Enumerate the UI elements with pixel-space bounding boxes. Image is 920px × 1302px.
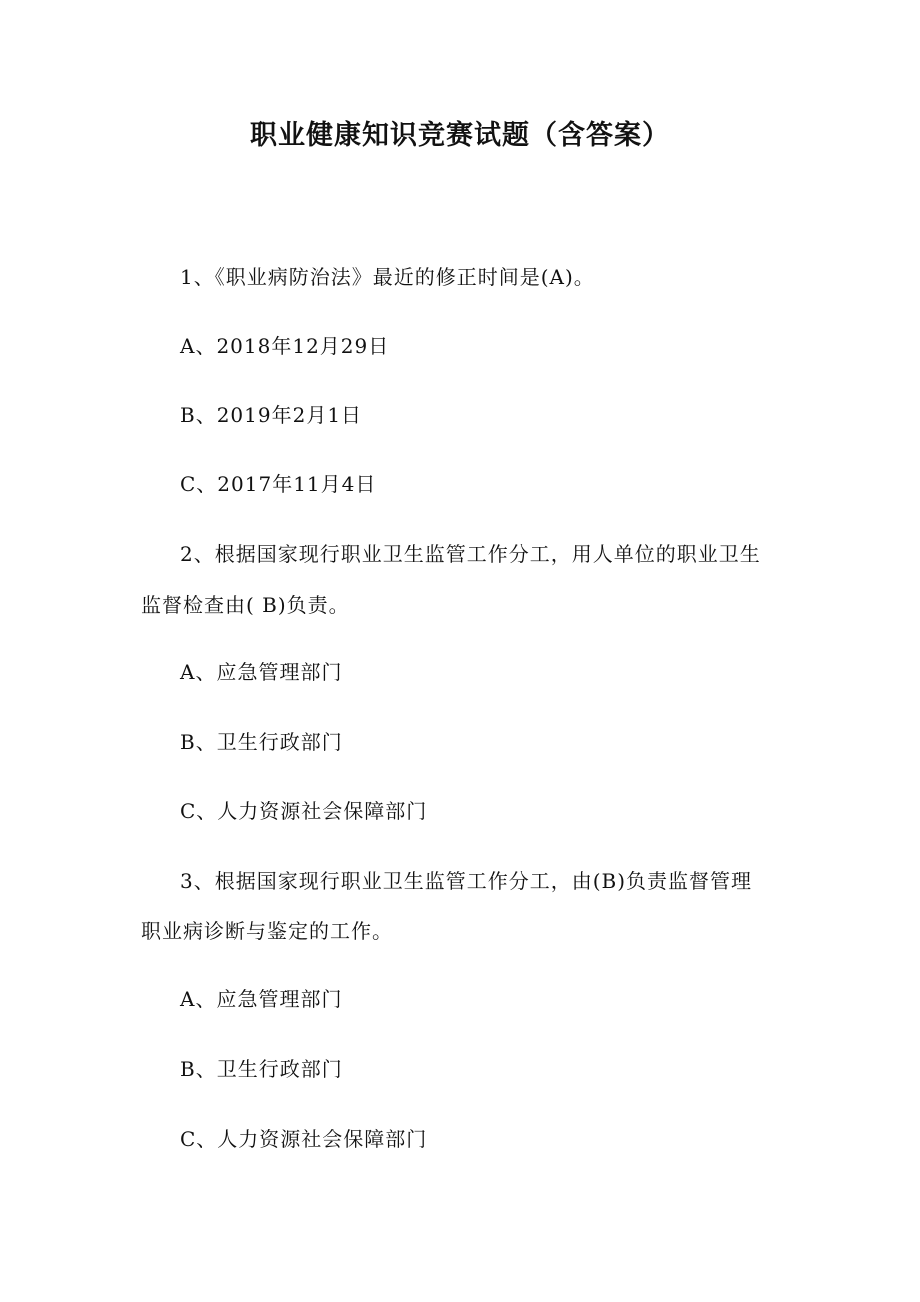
question-2-stem-continued: 监督检查由( B)负责。 — [141, 593, 350, 617]
question-2-option-c: C、人力资源社会保障部门 — [180, 799, 428, 823]
question-2-option-b: B、卫生行政部门 — [180, 730, 343, 754]
question-3-option-a: A、应急管理部门 — [180, 987, 343, 1011]
question-1-option-c: C、2017年11月4日 — [180, 472, 377, 496]
question-2-stem: 2、根据国家现行职业卫生监管工作分工，用人单位的职业卫生 — [180, 542, 761, 566]
question-1-stem: 1、《职业病防治法》最近的修正时间是(A)。 — [180, 265, 595, 289]
question-1-option-a: A、2018年12月29日 — [180, 334, 390, 358]
question-3-option-b: B、卫生行政部门 — [180, 1057, 343, 1081]
question-3-stem-continued: 职业病诊断与鉴定的工作。 — [141, 919, 393, 943]
page-title: 职业健康知识竞赛试题（含答案） — [250, 120, 670, 151]
question-1-option-b: B、2019年2月1日 — [180, 403, 363, 427]
question-3-stem: 3、根据国家现行职业卫生监管工作分工，由(B)负责监督管理 — [180, 869, 753, 893]
question-2-option-a: A、应急管理部门 — [180, 660, 343, 684]
question-3-option-c: C、人力资源社会保障部门 — [180, 1127, 428, 1151]
